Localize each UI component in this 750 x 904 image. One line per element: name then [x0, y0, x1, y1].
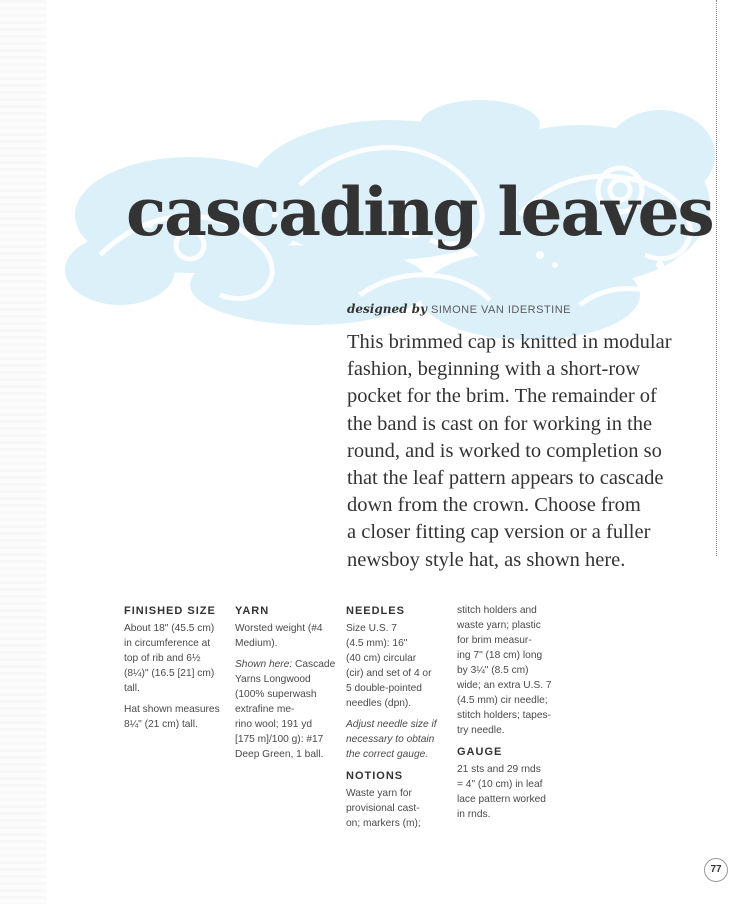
gauge-heading: GAUGE	[457, 746, 503, 758]
intro-line: down from the crown. Choose from	[347, 494, 641, 517]
text-line: stitch holders and	[457, 605, 537, 616]
text-line: Adjust needle size if	[346, 719, 437, 730]
intro-paragraph	[347, 329, 692, 574]
finished-size-heading: FINISHED SIZE	[124, 605, 216, 617]
text-line: Size U.S. 7	[346, 623, 397, 634]
text-line: in rnds.	[457, 809, 491, 820]
text-line: Waste yarn for	[346, 788, 412, 799]
intro-line: round, and is worked to completion so	[347, 439, 662, 462]
byline-prefix: designed by	[347, 302, 428, 316]
text-line: by 3¼" (8.5 cm)	[457, 665, 529, 676]
intro-line: that the leaf pattern appears to cascade	[347, 467, 664, 490]
text-line: (cir) and set of 4 or	[346, 668, 432, 679]
intro-line: This brimmed cap is knitted in modular	[347, 331, 672, 353]
text-line: 8¼" (21 cm) tall.	[124, 719, 198, 730]
text-line: (4.5 mm) cir needle;	[457, 695, 548, 706]
text-line: needles (dpn).	[346, 698, 412, 709]
text-line: lace pattern worked	[457, 794, 546, 805]
text-line: 5 double-pointed	[346, 683, 422, 694]
needle-size-note	[346, 717, 451, 762]
yarn-shown-text	[235, 657, 340, 762]
text-line: ing 7" (18 cm) long	[457, 650, 543, 661]
text-line: provisional cast-	[346, 803, 420, 814]
needles-heading: NEEDLES	[346, 605, 405, 617]
text-line: on; markers (m);	[346, 818, 421, 829]
intro-line: fashion, beginning with a short-row	[347, 358, 641, 381]
notions-heading: NOTIONS	[346, 770, 404, 782]
text-line: in circumference at	[124, 638, 211, 649]
gauge-text	[457, 762, 562, 822]
text-line: try needle.	[457, 725, 505, 736]
yarn-weight-text	[235, 621, 340, 651]
notions-gauge-column	[457, 603, 562, 828]
text-line: (4.5 mm): 16"	[346, 638, 408, 649]
text-line: extrafine me-	[235, 704, 295, 715]
page-title: cascading leaves	[126, 173, 713, 251]
text-line: Worsted weight (#4	[235, 623, 323, 634]
byline	[347, 301, 571, 318]
text-line: (8¼)" (16.5 [21] cm)	[124, 668, 215, 679]
designer-name: SIMONE VAN IDERSTINE	[431, 304, 572, 316]
text-line: 21 sts and 29 rnds	[457, 764, 541, 775]
text-line: (100% superwash	[235, 689, 317, 700]
text-line: [175 m]/100 g): #17	[235, 734, 324, 745]
yarn-heading: YARN	[235, 605, 270, 617]
text-line: rino wool; 191 yd	[235, 719, 313, 730]
intro-line: the band is cast on for working in the	[347, 412, 653, 435]
hat-shown-text	[124, 702, 229, 732]
page-number: 77	[704, 858, 728, 882]
text-line: the correct gauge.	[346, 749, 429, 760]
text-line: Hat shown measures	[124, 704, 220, 715]
text-line: About 18" (45.5 cm)	[124, 623, 215, 634]
finished-size-column	[124, 603, 229, 738]
text-line: Deep Green, 1 ball.	[235, 749, 324, 760]
text-line: (40 cm) circular	[346, 653, 417, 664]
text-line: wide; an extra U.S. 7	[457, 680, 552, 691]
needles-column	[346, 603, 451, 837]
notions-text	[346, 786, 451, 831]
text-line: stitch holders; tapes-	[457, 710, 551, 721]
text-line: necessary to obtain	[346, 734, 435, 745]
text-line: top of rib and 6½	[124, 653, 201, 664]
text-fragment: Cascade	[292, 659, 336, 670]
text-line: tall.	[124, 683, 140, 694]
yarn-column	[235, 603, 340, 768]
text-line: waste yarn; plastic	[457, 620, 541, 631]
shown-here-label: Shown here:	[235, 659, 293, 670]
text-line: = 4" (10 cm) in leaf	[457, 779, 543, 790]
text-line: Yarns Longwood	[235, 674, 311, 685]
notions-continued-text	[457, 603, 562, 738]
intro-line: newsboy style hat, as shown here.	[347, 548, 626, 571]
intro-line: a closer fitting cap version or a fuller	[347, 521, 651, 544]
page-edge-texture	[0, 0, 46, 904]
finished-size-text	[124, 621, 229, 696]
intro-line: pocket for the brim. The remainder of	[347, 385, 657, 408]
text-line: Medium).	[235, 638, 278, 649]
needles-text	[346, 621, 451, 711]
text-line: for brim measur-	[457, 635, 532, 646]
